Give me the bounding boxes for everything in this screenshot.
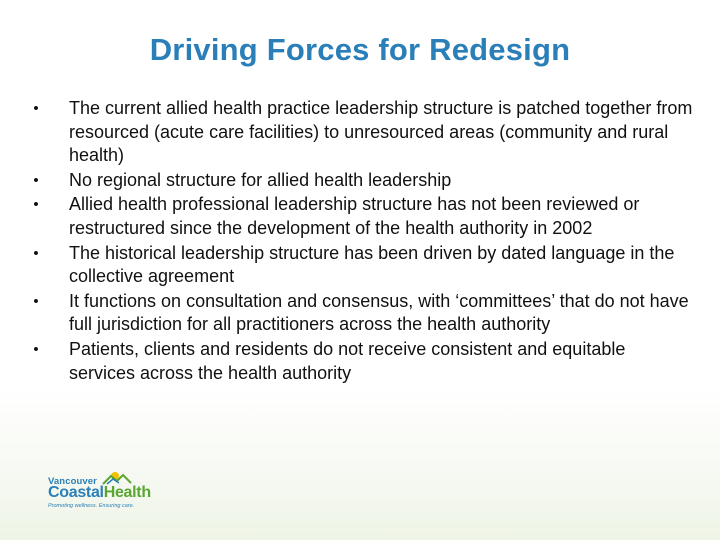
bullet-item (30, 97, 695, 168)
bullet-text: The historical leadership structure has been driven by dated language in the collective agreement (69, 242, 675, 287)
bullet-marker: • (33, 340, 39, 358)
logo-wordmark (48, 484, 151, 502)
bullet-item (30, 193, 695, 240)
bullet-text: No regional structure for allied health leadership (69, 169, 452, 190)
bullet-item (30, 242, 695, 289)
bullet-item (30, 290, 695, 337)
bullet-marker: • (33, 100, 39, 117)
bullet-text: Patients, clients and residents do not receive consistent and equitable services across the health authority (69, 338, 626, 383)
bullet-text: It functions on consultation and consensus, with ‘committees’ that do not have full jurisdiction for all practitioners across the health authority (69, 290, 689, 335)
bullet-marker: • (33, 171, 39, 189)
logo-line2-part2: Health (103, 484, 151, 501)
bullet-list (30, 97, 695, 386)
bullet-marker: • (33, 292, 39, 310)
slide-title: Driving Forces for Redesign (149, 32, 571, 67)
bullet-marker: • (33, 196, 39, 214)
bullet-text: Allied health professional leadership structure has not been reviewed or restructured since the development of the health authority in 2002 (69, 194, 640, 238)
bullet-item (30, 338, 695, 385)
bullet-item (30, 169, 695, 193)
logo-line2-part1: Coastal (48, 484, 104, 501)
bullet-marker: • (33, 244, 39, 262)
bullet-text: The current allied health practice leadership structure is patched together from resourced (acute care facilities) to unresourced areas (community and rural health) (69, 98, 693, 166)
vch-logo (47, 470, 167, 514)
logo-line1: Vancouver (48, 476, 97, 487)
logo-tagline: Promoting wellness. Ensuring care. (48, 503, 135, 509)
